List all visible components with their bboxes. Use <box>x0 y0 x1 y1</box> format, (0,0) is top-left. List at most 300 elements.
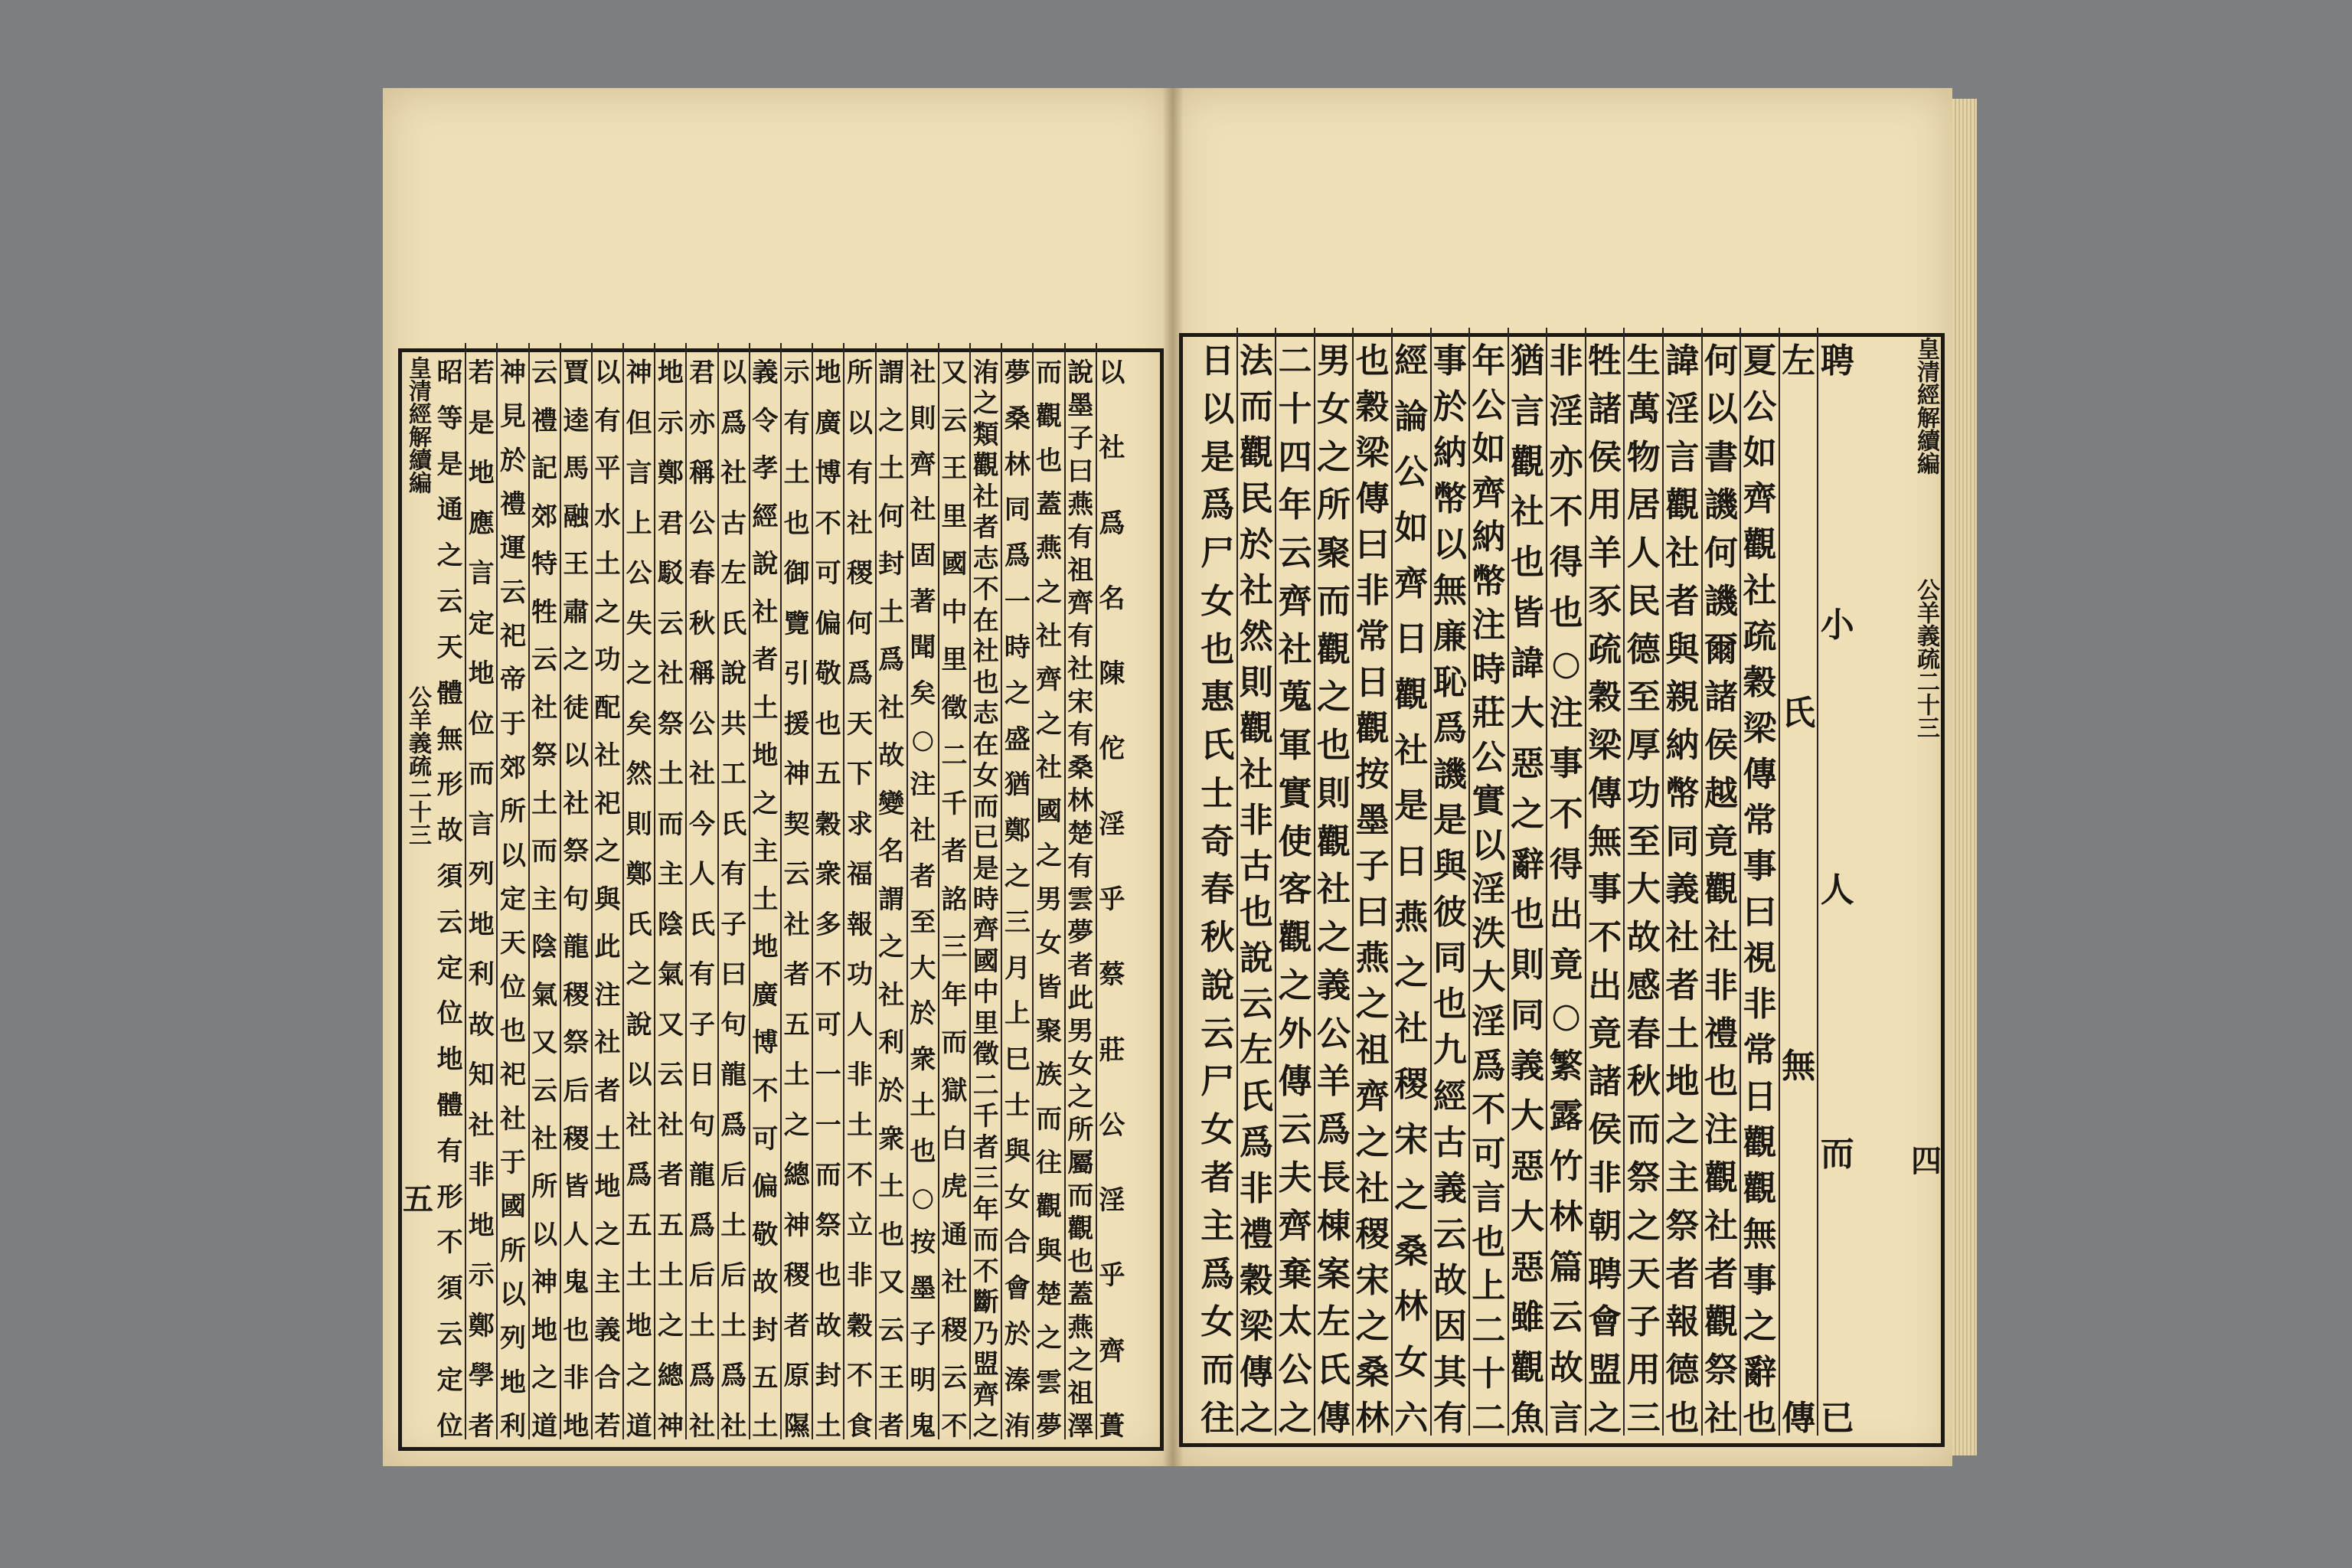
glyph: 社 <box>972 481 999 512</box>
glyph: 常 <box>1743 1031 1777 1070</box>
glyph: 日 <box>1394 619 1429 659</box>
glyph: 博 <box>815 458 841 489</box>
glyph: 有 <box>1067 522 1094 553</box>
glyph: 失 <box>626 608 652 639</box>
glyph: 地 <box>752 740 779 772</box>
glyph: 民 <box>1626 581 1661 621</box>
glyph: 所 <box>499 796 526 828</box>
glyph: 乃 <box>972 1318 999 1349</box>
glyph: 之 <box>1036 577 1063 608</box>
glyph: 往 <box>1036 1147 1063 1178</box>
glyph: 定 <box>499 884 526 915</box>
glyph: 社 <box>1394 1009 1429 1049</box>
glyph: 之 <box>1394 1176 1429 1216</box>
glyph: 大 <box>910 952 936 984</box>
glyph: 之 <box>1067 1082 1094 1112</box>
glyph: 云 <box>531 358 558 388</box>
right-folio-text: 四 <box>1911 1143 1942 1179</box>
glyph: 實 <box>1278 773 1312 813</box>
glyph: 也 <box>1549 593 1583 632</box>
glyph: 譏 <box>1432 755 1467 795</box>
glyph: 郊 <box>531 501 558 532</box>
glyph: 氏 <box>1200 726 1235 766</box>
glyph: 魚 <box>1511 1398 1544 1438</box>
glyph: 令 <box>752 405 779 436</box>
glyph: 封 <box>878 549 905 580</box>
glyph: 觀 <box>1704 870 1738 910</box>
glyph: 奇 <box>1200 822 1235 861</box>
glyph: 地 <box>436 1044 463 1076</box>
glyph: 墨 <box>1355 801 1390 841</box>
glyph: 經 <box>1432 1076 1467 1116</box>
glyph: 大 <box>1511 694 1544 733</box>
glyph: 屬 <box>1067 1148 1094 1178</box>
glyph: 五 <box>657 1210 684 1241</box>
glyph: 而 <box>1036 358 1063 388</box>
glyph: 六 <box>1394 1398 1429 1438</box>
glyph: 之 <box>1394 953 1429 993</box>
glyph: 引 <box>783 658 810 690</box>
glyph: 者 <box>1665 1254 1700 1294</box>
glyph: 曰 <box>1743 893 1777 933</box>
glyph: 諸 <box>1588 389 1622 429</box>
glyph: 觀 <box>1511 1348 1544 1387</box>
glyph: 有 <box>1067 851 1094 882</box>
glyph: 左 <box>1782 341 1816 381</box>
open-book <box>383 88 1971 1466</box>
glyph: 上 <box>1004 998 1031 1030</box>
glyph: 祖 <box>1355 1031 1390 1070</box>
glyph: 共 <box>720 708 747 740</box>
glyph: 社 <box>468 1109 495 1141</box>
glyph: 客 <box>1278 870 1312 910</box>
glyph: 通 <box>941 1219 968 1250</box>
glyph: 恥 <box>1432 663 1467 703</box>
glyph: 禮 <box>1239 1214 1273 1254</box>
glyph: 楚 <box>1067 818 1094 849</box>
glyph: 以 <box>563 740 590 772</box>
glyph: 之 <box>1004 678 1031 709</box>
glyph: 無 <box>1432 571 1467 611</box>
glyph: 曰 <box>1355 525 1390 565</box>
glyph: 之 <box>1067 1345 1094 1376</box>
glyph: 國 <box>1036 796 1063 828</box>
glyph: 觀 <box>1067 1214 1094 1244</box>
glyph: 土 <box>689 1310 716 1341</box>
glyph: 觀 <box>1239 709 1273 749</box>
glyph: 也 <box>1704 1062 1738 1102</box>
glyph: 得 <box>1549 543 1583 582</box>
left-text-column <box>466 358 497 1442</box>
glyph: 牲 <box>531 596 558 628</box>
glyph: 論 <box>1394 397 1429 436</box>
glyph: 主 <box>657 859 684 890</box>
glyph: 萬 <box>1626 389 1661 429</box>
glyph: 說 <box>1200 965 1235 1005</box>
glyph: 之 <box>752 788 779 819</box>
glyph: 說 <box>626 1009 652 1040</box>
glyph: 龍 <box>720 1060 747 1091</box>
glyph: 土 <box>657 1260 684 1292</box>
glyph: 之 <box>1588 1398 1622 1438</box>
glyph: 氣 <box>657 959 684 991</box>
glyph: 齊 <box>1743 479 1777 519</box>
glyph: 亦 <box>689 407 716 439</box>
glyph: 地 <box>468 909 495 940</box>
glyph: 廣 <box>752 979 779 1011</box>
glyph: 秋 <box>1626 1062 1661 1102</box>
glyph: 聚 <box>1036 1015 1063 1047</box>
glyph: 之 <box>972 1410 999 1442</box>
glyph: 月 <box>1004 952 1031 984</box>
glyph: 觀 <box>1355 709 1390 749</box>
glyph: 梁 <box>1588 726 1622 766</box>
glyph: 不 <box>1549 492 1583 532</box>
glyph: 者 <box>752 645 779 676</box>
glyph: 鄭 <box>626 859 652 890</box>
glyph: 祭 <box>657 708 684 740</box>
glyph: 神 <box>657 1410 684 1442</box>
glyph: 厚 <box>1626 726 1661 766</box>
glyph: 女 <box>1036 928 1063 959</box>
glyph: 社 <box>594 1027 621 1059</box>
glyph: 用 <box>1588 485 1622 525</box>
glyph: 不 <box>972 1256 999 1287</box>
glyph: 知 <box>468 1060 495 1091</box>
glyph: 一 <box>815 1060 841 1091</box>
glyph: 觀 <box>1317 629 1351 669</box>
glyph: 於 <box>910 998 936 1030</box>
glyph: 言 <box>1549 1398 1583 1438</box>
glyph: 已 <box>1820 1399 1854 1438</box>
glyph: 于 <box>499 708 526 740</box>
glyph: 軍 <box>1278 726 1312 766</box>
glyph: 祀 <box>594 788 621 819</box>
glyph: 在 <box>972 729 999 760</box>
glyph: 功 <box>1626 773 1661 813</box>
glyph: 者 <box>1665 965 1700 1005</box>
glyph: 義 <box>1432 1168 1467 1208</box>
glyph: 又 <box>531 1027 558 1059</box>
glyph: 禮 <box>1704 1014 1738 1054</box>
glyph: 義 <box>1317 965 1351 1005</box>
glyph: 爾 <box>1704 629 1738 669</box>
right-text-column <box>1431 341 1469 1438</box>
glyph: 淫 <box>1472 1001 1506 1041</box>
glyph: 稷 <box>1355 1214 1390 1254</box>
glyph: 運 <box>499 533 526 564</box>
glyph: 云 <box>1200 1014 1235 1054</box>
glyph: 位 <box>468 708 495 740</box>
right-text-frame <box>1179 333 1945 1447</box>
glyph: 非 <box>846 1060 873 1091</box>
glyph: 何 <box>878 501 905 532</box>
glyph: 而 <box>1317 581 1351 621</box>
glyph: 平 <box>594 453 621 485</box>
right-margin-title <box>1913 337 1939 567</box>
glyph: 感 <box>1626 965 1661 1005</box>
glyph: 名 <box>878 836 905 867</box>
glyph: 之 <box>531 1363 558 1394</box>
glyph: 援 <box>783 708 810 740</box>
glyph: 社 <box>563 788 590 819</box>
glyph: 之 <box>972 388 999 420</box>
glyph: 穀 <box>1743 663 1777 703</box>
glyph: 不 <box>972 574 999 606</box>
glyph: 人 <box>563 1219 590 1250</box>
glyph: 子 <box>720 909 747 940</box>
glyph: 土 <box>878 453 905 485</box>
glyph: 以 <box>720 358 747 388</box>
glyph: 人 <box>1820 870 1854 910</box>
glyph: 會 <box>1588 1302 1622 1342</box>
glyph: 氏 <box>1239 1076 1273 1116</box>
glyph: 繁 <box>1549 1046 1583 1086</box>
left-margin-section-text: 公羊義疏二十三 <box>404 685 431 846</box>
glyph: 注 <box>594 979 621 1011</box>
right-text-column <box>1469 341 1508 1438</box>
glyph: 義 <box>1665 870 1700 910</box>
glyph: 融 <box>563 501 590 532</box>
glyph: 地 <box>531 1315 558 1346</box>
left-text-column <box>971 358 1001 1442</box>
left-text-column <box>1096 358 1127 1442</box>
glyph: 傳 <box>1355 479 1390 519</box>
glyph: 君 <box>657 508 684 539</box>
glyph: 稱 <box>689 458 716 489</box>
glyph: 是 <box>972 853 999 884</box>
glyph: 示 <box>783 358 810 388</box>
glyph: 天 <box>499 928 526 959</box>
glyph: 形 <box>436 1181 463 1213</box>
glyph: 地 <box>657 358 684 388</box>
glyph: 社 <box>1743 571 1777 611</box>
glyph: 其 <box>1432 1352 1467 1392</box>
glyph: 志 <box>972 698 999 730</box>
glyph: 侯 <box>1588 437 1622 477</box>
glyph: 男 <box>1036 884 1063 915</box>
glyph: 社 <box>1067 654 1094 684</box>
glyph: 以 <box>1704 389 1738 429</box>
glyph: 云 <box>436 586 463 618</box>
glyph: 也 <box>1665 1398 1700 1438</box>
glyph: 也 <box>815 1260 841 1292</box>
glyph: 是 <box>436 449 463 480</box>
glyph: 社 <box>1036 620 1063 652</box>
glyph: 往 <box>1200 1398 1235 1438</box>
glyph: 氏 <box>1782 694 1816 733</box>
glyph: 社 <box>720 1410 747 1442</box>
glyph: 在 <box>972 605 999 636</box>
glyph: 洧 <box>972 358 999 388</box>
glyph: 常 <box>1355 617 1390 657</box>
glyph: 云 <box>1549 1298 1583 1338</box>
glyph: 說 <box>1239 939 1273 978</box>
glyph: 爲 <box>720 1361 747 1392</box>
glyph: 于 <box>499 1147 526 1178</box>
glyph: 神 <box>783 759 810 790</box>
glyph: 名 <box>1099 583 1125 614</box>
glyph: 桑 <box>1004 403 1031 434</box>
glyph: 所 <box>531 1171 558 1203</box>
glyph: 變 <box>878 788 905 819</box>
glyph: 云 <box>941 405 968 436</box>
glyph: 者 <box>783 1310 810 1341</box>
glyph: ○ <box>911 1181 935 1213</box>
glyph: 而 <box>972 1225 999 1256</box>
glyph: 義 <box>594 1315 621 1346</box>
glyph: 但 <box>626 407 652 439</box>
glyph: 納 <box>1432 433 1467 473</box>
glyph: 不 <box>846 1160 873 1191</box>
glyph: 之 <box>1036 1323 1063 1354</box>
glyph: 道 <box>626 1410 652 1442</box>
glyph: 觀 <box>1239 433 1273 473</box>
glyph: 千 <box>941 788 968 819</box>
glyph: 馬 <box>563 453 590 485</box>
glyph: 功 <box>846 959 873 991</box>
glyph: 夫 <box>1278 1158 1312 1198</box>
glyph: 秋 <box>1200 918 1235 958</box>
glyph: 敬 <box>752 1219 779 1250</box>
glyph: 五 <box>752 1363 779 1394</box>
glyph: 則 <box>1317 773 1351 813</box>
glyph: 賈 <box>563 358 590 388</box>
glyph: 四 <box>1278 437 1312 477</box>
glyph: 社 <box>783 909 810 940</box>
glyph: 報 <box>846 909 873 940</box>
glyph: 燕 <box>1355 939 1390 978</box>
glyph: 非 <box>1743 985 1777 1024</box>
glyph: 封 <box>815 1361 841 1392</box>
glyph: 地 <box>594 1171 621 1203</box>
glyph: 著 <box>910 586 936 618</box>
glyph: 大 <box>1511 1096 1544 1136</box>
glyph: 春 <box>689 558 716 590</box>
glyph: 者 <box>1067 950 1094 981</box>
glyph: 於 <box>878 1075 905 1106</box>
glyph: 求 <box>846 808 873 840</box>
glyph: 也 <box>563 1315 590 1346</box>
glyph: 君 <box>689 358 716 388</box>
glyph: 上 <box>626 508 652 539</box>
glyph: 也 <box>1067 1246 1094 1277</box>
glyph: 所 <box>1067 1115 1094 1145</box>
glyph: 也 <box>878 1219 905 1250</box>
glyph: 氏 <box>1317 1351 1351 1390</box>
glyph: 齊 <box>1278 581 1312 621</box>
glyph: 不 <box>1588 918 1622 958</box>
glyph: 幣 <box>1472 561 1506 601</box>
glyph: 社 <box>1239 755 1273 795</box>
glyph: 以 <box>499 1279 526 1310</box>
glyph: 原 <box>783 1361 810 1392</box>
left-text-column <box>687 358 717 1442</box>
glyph: 覽 <box>783 608 810 639</box>
glyph: 稷 <box>563 979 590 1011</box>
glyph: 注 <box>1472 606 1506 645</box>
glyph: 矣 <box>910 678 936 709</box>
right-text-column <box>1663 341 1701 1438</box>
glyph: 不 <box>752 1075 779 1106</box>
glyph: 觀 <box>1704 1158 1738 1198</box>
glyph: 者 <box>1665 581 1700 621</box>
glyph: 爲 <box>878 645 905 676</box>
glyph: 故 <box>1626 918 1661 958</box>
glyph: 羊 <box>1588 534 1622 573</box>
glyph: 今 <box>689 808 716 840</box>
glyph: 夢 <box>1036 1410 1063 1442</box>
glyph: 道 <box>531 1410 558 1442</box>
glyph: 孝 <box>752 453 779 485</box>
glyph: 列 <box>499 1323 526 1354</box>
glyph: 后 <box>720 1160 747 1191</box>
glyph: 乎 <box>1099 1260 1125 1292</box>
glyph: 云 <box>1432 1214 1467 1254</box>
glyph: 祭 <box>815 1210 841 1241</box>
glyph: 時 <box>1004 632 1031 663</box>
glyph: 有 <box>846 458 873 489</box>
glyph: 鄭 <box>468 1310 495 1341</box>
glyph: 社 <box>1665 534 1700 573</box>
glyph: 社 <box>972 636 999 668</box>
glyph: 燕 <box>1036 533 1063 564</box>
glyph: 之 <box>626 1361 652 1392</box>
glyph: 通 <box>436 495 463 526</box>
glyph: 社 <box>1704 1206 1738 1246</box>
glyph: 日 <box>1394 842 1429 882</box>
glyph: 左 <box>720 558 747 590</box>
glyph: 云 <box>1278 534 1312 573</box>
glyph: 里 <box>941 645 968 676</box>
glyph: 福 <box>846 859 873 890</box>
right-text-column <box>1625 341 1663 1438</box>
glyph: 幣 <box>1665 773 1700 813</box>
glyph: 利 <box>878 1027 905 1059</box>
glyph: 社 <box>910 495 936 526</box>
glyph: 林 <box>1004 449 1031 480</box>
glyph: 竟 <box>1704 822 1738 861</box>
glyph: 也 <box>1317 726 1351 766</box>
glyph: 社 <box>720 458 747 489</box>
glyph: 之 <box>626 658 652 690</box>
glyph: 尸 <box>1200 1062 1235 1102</box>
glyph: 觀 <box>972 450 999 482</box>
glyph: 疏 <box>1588 629 1622 669</box>
glyph: 淫 <box>1472 870 1506 910</box>
left-text-column <box>844 358 875 1442</box>
glyph: 公 <box>626 558 652 590</box>
glyph: 淫 <box>1099 808 1125 840</box>
glyph: 鬼 <box>910 1410 936 1442</box>
glyph: 不 <box>941 1410 968 1442</box>
glyph: 稷 <box>941 1315 968 1346</box>
glyph: 穀 <box>1239 1260 1273 1300</box>
glyph: 見 <box>499 401 526 433</box>
glyph: 氏 <box>720 808 747 840</box>
glyph: 者 <box>972 512 999 544</box>
glyph: 云 <box>783 859 810 890</box>
glyph: 也 <box>815 708 841 740</box>
glyph: 公 <box>1472 385 1506 425</box>
glyph: 志 <box>972 543 999 574</box>
glyph: 公 <box>1394 452 1429 492</box>
glyph: 無 <box>436 724 463 755</box>
left-text-column <box>529 358 560 1442</box>
glyph: 所 <box>1317 485 1351 525</box>
glyph: 是 <box>1200 437 1235 477</box>
glyph: 春 <box>1626 1014 1661 1054</box>
